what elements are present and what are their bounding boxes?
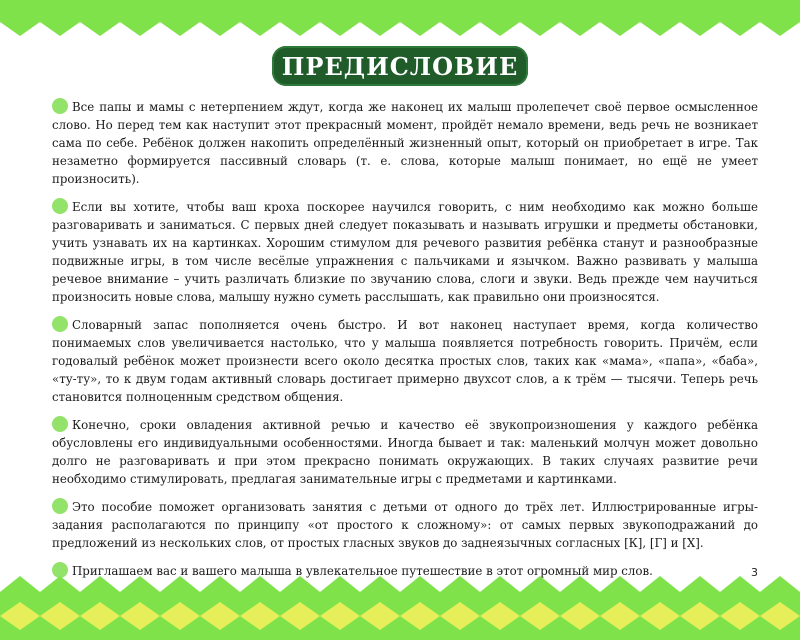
green-dot-icon	[52, 416, 68, 432]
paragraph-text: Приглашаем вас и вашего малыша в увлекательное путешествие в этот огромный мир слов.	[72, 564, 653, 578]
bottom-zigzag-border	[0, 572, 800, 640]
paragraph	[52, 316, 758, 406]
paragraph-text: Это пособие поможет организовать занятия с детьми от одного до трёх лет. Иллюстрированные игры-задания располагаются по принципу «от простого к сложному»: от самых первых звукоподражаний до предложений из нескольких слов, от простых гласных звуков до заднеязычных согласных [К], [Г] и [Х].	[52, 500, 758, 550]
green-dot-icon	[52, 498, 68, 514]
paragraph	[52, 98, 758, 188]
paragraph	[52, 198, 758, 306]
paragraph	[52, 498, 758, 552]
preface-body	[52, 98, 758, 616]
paragraph-text: Все папы и мамы с нетерпением ждут, когда же наконец их малыш пролепечет своё первое осмысленное слово. Но перед тем как наступит этот прекрасный момент, пройдёт немало времени, ведь речь не возникает сама по себе. Ребёнок должен накопить определённый жизненный опыт, который он приобретает в игре. Так незаметно формируется пассивный словарь (т. е. слова, которые малыш понимает, но ещё не умеет произносить).	[52, 100, 758, 186]
title-banner	[272, 46, 528, 86]
top-zigzag-border	[0, 0, 800, 40]
bottom-border-band	[0, 576, 800, 640]
page-number: 3	[751, 566, 758, 579]
green-dot-icon	[52, 198, 68, 214]
paragraph-text: Словарный запас пополняется очень быстро. И вот наконец наступает время, когда количество понимаемых слов увеличивается настолько, что у малыша появляется потребность говорить. Причём, если годовалый ребёнок может произнести всего около десятка простых слов, таких как «мама», «папа», «баба», «ту-ту», то к двум годам активный словарь достигает примерно двухсот слов, а к трём — тысячи. Теперь речь становится полноценным средством общения.	[52, 318, 758, 404]
paragraph-text: Если вы хотите, чтобы ваш кроха поскорее научился говорить, с ним необходимо как можно больше разговаривать и заниматься. С первых дней следует показывать и называть игрушки и предметы обстановки, учить узнавать их на картинках. Хорошим стимулом для речевого развития ребёнка станут и разнообразные подвижные игры, в том числе весёлые упражнения с пальчиками и язычком. Важно развивать у малыша речевое внимание – учить различать близкие по звучанию слова, слоги и звуки. Ведь прежде чем научиться произносить новые слова, малышу нужно суметь расслышать, как правильно они произносятся.	[52, 200, 758, 304]
top-border-band	[0, 0, 800, 36]
page-title: ПРЕДИСЛОВИЕ	[281, 51, 519, 81]
green-dot-icon	[52, 98, 68, 114]
paragraph	[52, 416, 758, 488]
green-dot-icon	[52, 316, 68, 332]
paragraph-text: Конечно, сроки овладения активной речью и качество её звукопроизношения у каждого ребёнка обусловлены его индивидуальными особенностями. Иногда бывает и так: маленький молчун может довольно долго не разговаривать и при этом прекрасно понимать окружающих. В таких случаях развитие речи необходимо стимулировать, предлагая занимательные игры с предметами и картинками.	[52, 418, 758, 486]
